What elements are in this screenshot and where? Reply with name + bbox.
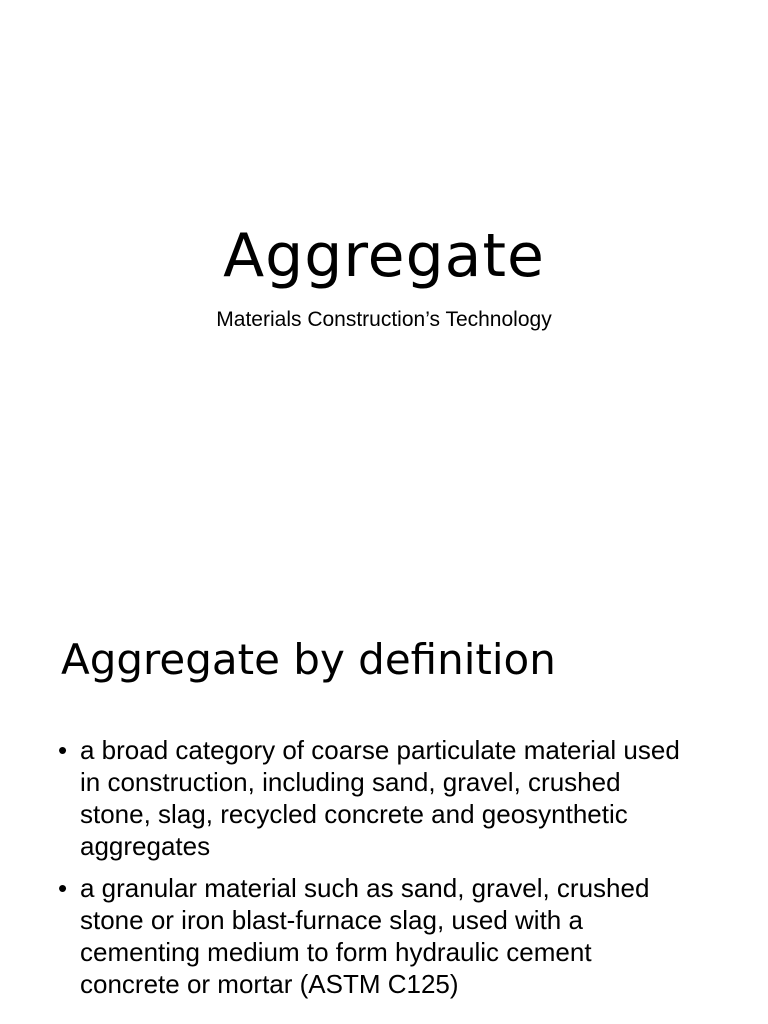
definition-slide bbox=[0, 576, 768, 1024]
bullet-icon: • bbox=[58, 735, 68, 765]
bullet-list bbox=[58, 734, 698, 1010]
bullet-text: a broad category of coarse particulate material used in construction, including sand, gravel, crushed stone, slag, recycled concrete and geosynthetic aggregates bbox=[80, 735, 680, 861]
slide-title: Aggregate bbox=[223, 221, 545, 291]
list-item bbox=[58, 872, 698, 1000]
slide-subtitle: Materials Construction’s Technology bbox=[216, 308, 552, 331]
slide-heading: Aggregate by definition bbox=[61, 635, 556, 684]
list-item bbox=[58, 734, 698, 862]
bullet-icon: • bbox=[58, 873, 68, 903]
bullet-text: a granular material such as sand, gravel, crushed stone or iron blast-furnace slag, used with a cementing medium to form hydraulic cement concrete or mortar (ASTM C125) bbox=[80, 873, 650, 999]
